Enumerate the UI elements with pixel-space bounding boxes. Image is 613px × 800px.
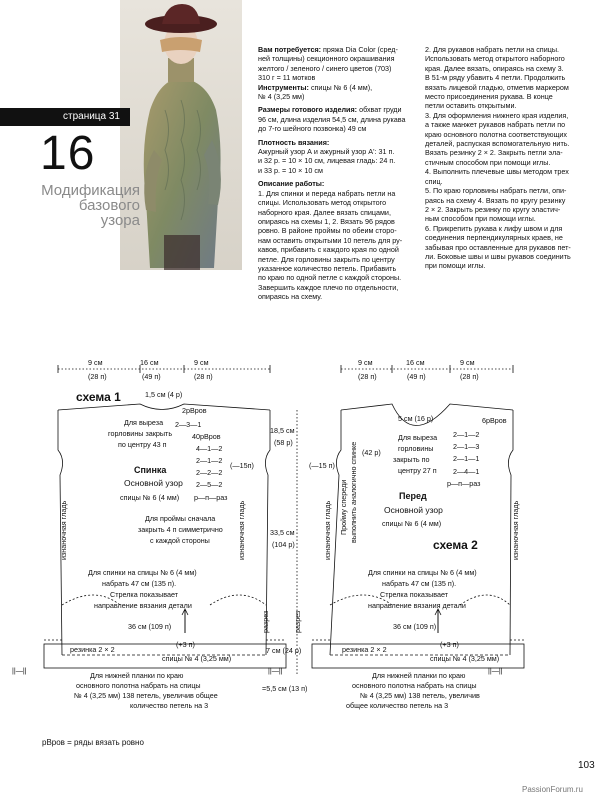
col2-line: ным способом при помощи иглы. [425, 214, 536, 224]
svg-text:разрез: разрез [261, 610, 270, 633]
col1-line [258, 115, 418, 124]
col2-line: вязать лицевой гладью, отметив маркером [425, 82, 569, 92]
col1-line [258, 124, 418, 133]
svg-text:2—4—1: 2—4—1 [453, 467, 480, 476]
svg-text:с каждой стороны: с каждой стороны [150, 536, 210, 545]
col1-text: спицы № 6 (4 мм), [310, 82, 373, 92]
svg-text:по центру 43 п: по центру 43 п [118, 440, 167, 449]
col1-line [258, 273, 418, 282]
col1-line [258, 147, 418, 156]
svg-text:основного полотна набрать на с: основного полотна набрать на спицы [352, 681, 477, 690]
col1-line [258, 264, 418, 273]
svg-text:Для нижней планки по краю: Для нижней планки по краю [90, 671, 184, 680]
col2-line: раясь на схему 4. Вязать по кругу резинку [425, 195, 566, 205]
col1-line [258, 283, 418, 292]
col1-text: 1. Для спинки и переда набрать петли на [258, 188, 396, 198]
col1-line [258, 226, 418, 235]
col2-line: ли. Боковые швы и швы рукавов соединить [425, 251, 571, 261]
col1-text: до 7-го шейного позвонка) 49 см [258, 124, 367, 134]
svg-text:18,5 см: 18,5 см [270, 426, 295, 435]
svg-text:2—1—2: 2—1—2 [453, 430, 480, 439]
svg-text:спицы № 6 (4 мм): спицы № 6 (4 мм) [120, 493, 180, 502]
svg-text:2—3—1: 2—3—1 [175, 420, 202, 429]
svg-text:Стрелка показывает: Стрелка показывает [110, 590, 179, 599]
col1-heading: Размеры готового изделия: [258, 105, 358, 115]
col1-line [258, 255, 418, 264]
col1-heading: Плотность вязания: [258, 137, 330, 147]
svg-text:горловины закрыть: горловины закрыть [108, 429, 173, 438]
model-subtitle: Модификация базового узора [41, 182, 140, 229]
col1-heading: Инструменты: [258, 82, 309, 92]
svg-text:выполнить аналогично спинке: выполнить аналогично спинке [349, 441, 358, 543]
col1-line [258, 179, 418, 188]
svg-text:центру 27 п: центру 27 п [398, 466, 437, 475]
col1-text: опираясь на схемы 1, 2. Вязать 96 рядов [258, 216, 395, 226]
col1-line [258, 166, 418, 175]
col1-line [258, 189, 418, 198]
col1-line [258, 217, 418, 226]
col2-line: 2. Для рукавов набрать петли на спицы. [425, 45, 559, 54]
svg-text:общее количество петель на 3: общее количество петель на 3 [346, 701, 449, 710]
svg-text:36 см (109 п): 36 см (109 п) [393, 622, 437, 631]
svg-text:=5,5 см (13 п): =5,5 см (13 п) [262, 684, 308, 693]
scheme-2-labels [293, 358, 520, 710]
svg-text:Для выреза: Для выреза [398, 433, 438, 442]
svg-text:основного полотна набрать на с: основного полотна набрать на спицы [76, 681, 201, 690]
col2-line: спиц. [425, 176, 443, 186]
col1-text: ней толщины) секционного окрашивания [258, 54, 395, 64]
page-label: страница 31 [0, 108, 130, 126]
col1-line [258, 73, 418, 82]
col1-line [258, 54, 418, 63]
col2-line: при помощи иглы. [425, 261, 486, 271]
svg-text:(49 п): (49 п) [407, 372, 426, 381]
col1-text: спицы. Использовать метод открытого [258, 198, 387, 208]
svg-text:№ 4 (3,25 мм) 138 петель, увел: № 4 (3,25 мм) 138 петель, увеличив общее [74, 691, 218, 700]
col2-line: деталей, распуская вспомогательную нить. [425, 139, 570, 149]
col1-line [258, 292, 418, 301]
col1-line [258, 64, 418, 73]
svg-text:5 см (16 р): 5 см (16 р) [398, 414, 434, 423]
svg-text:изнаночная гладь: изнаночная гладь [323, 500, 332, 560]
svg-text:Пройму спереди: Пройму спереди [339, 479, 348, 535]
svg-text:9 см: 9 см [194, 358, 209, 367]
col1-text: № 4 (3,25 мм) [258, 92, 305, 102]
scheme-1-labels [12, 358, 307, 710]
col1-text: петле. Для горловины закрыть по центру [258, 254, 395, 264]
col2-line: 4. Выполнить плечевые швы методом трех [425, 167, 569, 177]
svg-text:16 см: 16 см [406, 358, 425, 367]
col1-text: желтого / зеленого / синего цветов (703) [258, 63, 392, 73]
svg-text:Для нижней планки по краю: Для нижней планки по краю [372, 671, 466, 680]
svg-text:разрез: разрез [293, 610, 302, 633]
col1-text: Ажурный узор А и ажурный узор А': 31 п. [258, 147, 395, 157]
svg-text:2—1—1: 2—1—1 [453, 454, 480, 463]
col1-line [258, 245, 418, 254]
svg-text:спицы № 6 (4 мм): спицы № 6 (4 мм) [382, 519, 442, 528]
svg-text:Для спинки на спицы № 6 (4 мм): Для спинки на спицы № 6 (4 мм) [88, 568, 197, 577]
svg-text:направление вязания детали: направление вязания детали [368, 601, 466, 610]
scheme-2-title: схема 2 [433, 538, 478, 552]
svg-text:2рВров: 2рВров [182, 406, 207, 415]
svg-text:спицы № 4 (3,25 мм): спицы № 4 (3,25 мм) [162, 654, 232, 663]
col1-heading: Вам потребуется: [258, 45, 322, 54]
col2-line: место присоединения рукава. В конце [425, 92, 553, 102]
col1-line [258, 138, 418, 147]
svg-text:33,5 см: 33,5 см [270, 528, 295, 537]
col2-line: 3. Для оформления нижнего края изделия, [425, 110, 569, 120]
svg-text:направление вязания детали: направление вязания детали [94, 601, 192, 610]
col2-line: забывая про оставленные для рукавов пет- [425, 242, 571, 252]
svg-text:2—5—2: 2—5—2 [196, 480, 223, 489]
svg-text:(28 п): (28 п) [460, 372, 479, 381]
svg-text:Для выреза: Для выреза [124, 418, 164, 427]
col1-text: опираясь на схему. [258, 292, 323, 302]
col2-line: петли оставить открытыми. [425, 101, 517, 111]
col1-line [258, 236, 418, 245]
svg-text:9 см: 9 см [460, 358, 475, 367]
svg-text:изнаночная гладь: изнаночная гладь [59, 500, 68, 560]
svg-text:р—п—раз: р—п—раз [447, 479, 481, 488]
col1-heading: Описание работы: [258, 179, 325, 189]
svg-text:(42 р): (42 р) [362, 448, 381, 457]
col1-line [258, 45, 418, 54]
svg-text:горловины: горловины [398, 444, 434, 453]
svg-text:36 см (109 п): 36 см (109 п) [128, 622, 172, 631]
col1-line [258, 208, 418, 217]
col2-line: 2 × 2. Закрыть резинку по кругу эластич- [425, 204, 561, 214]
svg-text:изнаночная гладь: изнаночная гладь [237, 500, 246, 560]
col2-line: а также манжет рукавов набрать петли по [425, 120, 566, 130]
col1-text: пряжа Dia Color (сред- [323, 45, 398, 54]
front-title: Перед [399, 491, 427, 501]
svg-text:количество петель на 3: количество петель на 3 [130, 701, 209, 710]
svg-text:||—||: ||—|| [268, 666, 283, 675]
instructions-column-2 [425, 45, 600, 271]
svg-text:2—2—2: 2—2—2 [196, 468, 223, 477]
legend-note: рВров = ряды вязать ровно [42, 738, 144, 747]
svg-text:(—15 п): (—15 п) [309, 461, 335, 470]
col2-line: Вязать резинку 2 × 2. Закрыть петли эла- [425, 148, 563, 158]
col1-line [258, 92, 418, 101]
svg-text:(49 п): (49 п) [142, 372, 161, 381]
col2-line: края. Далее вязать, опираясь на схему 3. [425, 63, 564, 73]
svg-text:Для спинки на спицы № 6 (4 мм): Для спинки на спицы № 6 (4 мм) [368, 568, 477, 577]
col2-line: краю основного полотна соответствующих [425, 129, 567, 139]
col1-line [258, 83, 418, 92]
svg-text:6рВров: 6рВров [482, 416, 507, 425]
svg-text:(+3 п): (+3 п) [440, 640, 459, 649]
svg-text:резинка 2 × 2: резинка 2 × 2 [70, 645, 115, 654]
svg-text:закрыть 4 п симметрично: закрыть 4 п симметрично [138, 525, 223, 534]
svg-text:||—||: ||—|| [488, 666, 503, 675]
svg-text:||—||: ||—|| [12, 666, 27, 675]
col2-line: 5. По краю горловины набрать петли, опи- [425, 186, 567, 196]
col1-line [258, 156, 418, 165]
svg-text:(28 п): (28 п) [358, 372, 377, 381]
svg-text:2—1—2: 2—1—2 [196, 456, 223, 465]
col1-line [258, 105, 418, 114]
page-number: 103 [578, 760, 595, 771]
col1-text: 96 см, длина изделия 54,5 см, длина рукава [258, 114, 406, 124]
svg-text:(—15п): (—15п) [230, 461, 254, 470]
col2-line: соединения перпендикулярных краев, не [425, 233, 563, 243]
svg-text:(28 п): (28 п) [88, 372, 107, 381]
col1-text: и 32 р. = 10 × 10 см, лицевая гладь: 24 п. [258, 156, 396, 166]
svg-text:(28 п): (28 п) [194, 372, 213, 381]
svg-text:Стрелка показывает: Стрелка показывает [380, 590, 449, 599]
svg-text:1,5 см (4 р): 1,5 см (4 р) [145, 390, 183, 399]
scheme-1-title: схема 1 [76, 390, 121, 404]
svg-text:набрать 47 см (135 п).: набрать 47 см (135 п). [102, 579, 177, 588]
col1-text: и 33 р. = 10 × 10 см [258, 165, 323, 175]
svg-text:(104 р): (104 р) [272, 540, 295, 549]
col1-text: по краю по одной петле с каждой стороны. [258, 273, 402, 283]
col1-text: нам оставить открытыми 10 петель для ру- [258, 235, 403, 245]
svg-text:резинка 2 × 2: резинка 2 × 2 [342, 645, 387, 654]
col1-text: наборного края. Далее вязать спицами, [258, 207, 391, 217]
col1-text: обхват груди [359, 105, 402, 115]
col1-text: кавов, прибавить с каждого края по одной [258, 245, 399, 255]
svg-text:9 см: 9 см [358, 358, 373, 367]
col1-text: 310 г = 11 мотков [258, 73, 316, 83]
svg-text:№ 4 (3,25 мм) 138 петель, увел: № 4 (3,25 мм) 138 петель, увеличив [360, 691, 480, 700]
instructions-column-1 [258, 45, 418, 302]
col1-text: указанное количество петель. Прибавить [258, 263, 397, 273]
col2-line: В 51-м ряду убавить 4 петли. Продолжить [425, 73, 566, 83]
svg-text:2—1—3: 2—1—3 [453, 442, 480, 451]
svg-text:Основной узор: Основной узор [384, 505, 443, 515]
schemes-diagram [0, 355, 613, 715]
watermark: PassionForum.ru [522, 785, 583, 794]
svg-text:4—1—2: 4—1—2 [196, 444, 223, 453]
svg-text:16 см: 16 см [140, 358, 159, 367]
model-photo [120, 0, 242, 270]
svg-text:изнаночная гладь: изнаночная гладь [511, 500, 520, 560]
svg-text:(58 р): (58 р) [274, 438, 293, 447]
svg-text:р—п—раз: р—п—раз [194, 493, 228, 502]
svg-text:закрыть по: закрыть по [393, 455, 430, 464]
col2-line: стичным способом при помощи иглы. [425, 157, 551, 167]
svg-text:набрать 47 см (135 п).: набрать 47 см (135 п). [382, 579, 457, 588]
col2-line: 6. Прикрепить рукава к лифу швом и для [425, 223, 563, 233]
svg-text:Основной узор: Основной узор [124, 478, 183, 488]
svg-text:7 см (24 р): 7 см (24 р) [266, 646, 302, 655]
col1-text: ровно. В районе проймы по обеим сторо- [258, 226, 397, 236]
col1-text: Завершить каждое плечо по отдельности, [258, 282, 399, 292]
col2-line: Использовать метод открытого наборного [425, 54, 565, 64]
svg-text:9 см: 9 см [88, 358, 103, 367]
svg-text:(+3 п): (+3 п) [176, 640, 195, 649]
svg-text:40рВров: 40рВров [192, 432, 221, 441]
col1-line [258, 198, 418, 207]
svg-text:Для проймы сначала: Для проймы сначала [145, 514, 216, 523]
svg-text:спицы № 4 (3,25 мм): спицы № 4 (3,25 мм) [430, 654, 500, 663]
model-number: 16 [40, 127, 96, 180]
back-title: Спинка [134, 465, 167, 475]
